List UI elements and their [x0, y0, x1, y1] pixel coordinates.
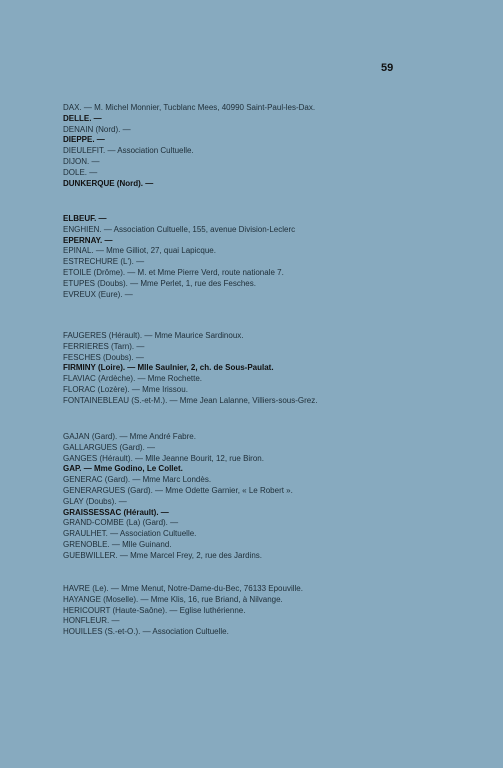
- entry-line: GENERARGUES (Gard). — Mme Odette Garnier, « Le Robert ».: [63, 485, 293, 495]
- entry-line: EVREUX (Eure). —: [63, 289, 133, 299]
- entry-line: DELLE. —: [63, 113, 102, 123]
- entry-line: HAVRE (Le). — Mme Menut, Notre-Dame-du-Bec, 76133 Epouville.: [63, 584, 303, 593]
- entry-line: DIJON. —: [63, 156, 100, 166]
- entry-line: GALLARGUES (Gard). —: [63, 442, 156, 452]
- entry-line: GRENOBLE. — Mlle Guinand.: [63, 539, 172, 549]
- entry-line: FIRMINY (Loire). — Mlle Saulnier, 2, ch. de Sous-Paulat.: [63, 363, 274, 373]
- entry-line: GRAULHET. — Association Cultuelle.: [63, 529, 197, 539]
- entry-line: ETUPES (Doubs). — Mme Perlet, 1, rue des Fesches.: [63, 278, 256, 288]
- entry-line: ESTRECHURE (L'). —: [63, 257, 145, 267]
- entry-line: FAUGERES (Hérault). — Mme Maurice Sardinoux.: [63, 331, 244, 340]
- section-f: [63, 331, 493, 407]
- entry-line: DIEULEFIT. — Association Cultuelle.: [63, 146, 194, 156]
- entry-line: HONFLEUR. —: [63, 616, 120, 626]
- entry-line: ETOILE (Drôme). — M. et Mme Pierre Verd, route nationale 7.: [63, 267, 284, 277]
- entry-line: GLAY (Doubs). —: [63, 496, 127, 506]
- entry-line: DOLE. —: [63, 167, 98, 177]
- entry-line: GANGES (Hérault). — Mlle Jeanne Bourit, 12, rue Biron.: [63, 453, 264, 463]
- section-g: [63, 432, 493, 562]
- entry-line: GUEBWILLER. — Mme Marcel Frey, 2, rue des Jardins.: [63, 550, 263, 560]
- entry-line: GRAND-COMBE (La) (Gard). —: [63, 518, 179, 528]
- entry-line: DUNKERQUE (Nord). —: [63, 178, 154, 188]
- entry-line: FONTAINEBLEAU (S.-et-M.). — Mme Jean Lalanne, Villiers-sous-Grez.: [63, 395, 318, 405]
- entry-line: EPERNAY. —: [63, 235, 113, 245]
- entry-line: DAX. — M. Michel Monnier, Tucblanc Mees, 40990 Saint-Paul-les-Dax.: [63, 103, 316, 112]
- entry-line: HERICOURT (Haute-Saône). — Eglise luthérienne.: [63, 605, 246, 615]
- entry-line: DIEPPE. —: [63, 135, 105, 145]
- entry-line: DENAIN (Nord). —: [63, 124, 131, 134]
- section-h: [63, 584, 493, 638]
- section-e: [63, 214, 493, 300]
- entry-line: ELBEUF. —: [63, 214, 107, 223]
- entry-line: FERRIERES (Tarn). —: [63, 341, 145, 351]
- entry-line: HOUILLES (S.-et-O.). — Association Cultuelle.: [63, 627, 229, 637]
- entry-line: GAP. — Mme Godino, Le Collet.: [63, 464, 183, 474]
- entry-line: GRAISSESSAC (Hérault). —: [63, 507, 169, 517]
- page-number: 59: [381, 62, 394, 74]
- entry-line: HAYANGE (Moselle). — Mme Klis, 16, rue Briand, à Nilvange.: [63, 594, 283, 604]
- entry-line: ENGHIEN. — Association Cultuelle, 155, avenue Division-Leclerc: [63, 224, 296, 234]
- entry-line: GENERAC (Gard). — Mme Marc Londès.: [63, 475, 212, 485]
- section-d: [63, 103, 493, 189]
- entry-line: FLAVIAC (Ardèche). — Mme Rochette.: [63, 374, 203, 384]
- entry-line: FLORAC (Lozère). — Mme Irissou.: [63, 384, 188, 394]
- entry-line: EPINAL. — Mme Gilliot, 27, quai Lapicque.: [63, 246, 216, 256]
- entry-line: GAJAN (Gard). — Mme André Fabre.: [63, 432, 196, 441]
- entry-line: FESCHES (Doubs). —: [63, 352, 144, 362]
